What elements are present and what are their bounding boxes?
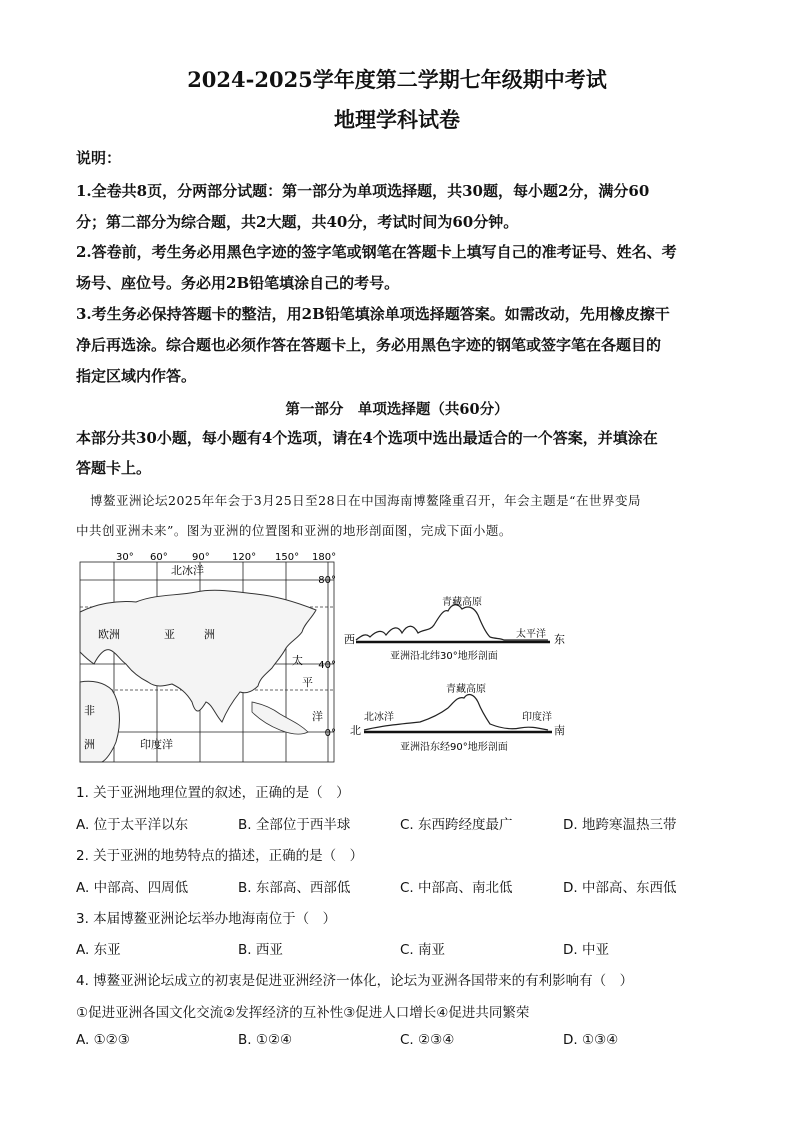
instruction-line: 2.答卷前，考生务必用黑色字迹的签字笔或钢笔在答题卡上填写自己的准考证号、姓名、考 [76, 243, 677, 261]
profile1-peak: 青藏高原 [442, 597, 482, 608]
option-c: C. 南亚 [400, 942, 446, 958]
lat-label: 80° [318, 575, 336, 586]
map-label-arctic: 北冰洋 [171, 564, 204, 577]
exam-subtitle: 地理学科试卷 [334, 107, 460, 132]
option-b: B. ①②④ [238, 1032, 293, 1048]
option-b: B. 全部位于西半球 [238, 817, 351, 833]
asia-location-map [76, 552, 340, 766]
profile2-caption: 亚洲沿东经90°地形剖面 [400, 742, 508, 753]
option-d: D. 地跨寒温热三带 [563, 817, 677, 833]
map-label-asia: 亚 [164, 628, 175, 641]
map-label-indian-ocean: 印度洋 [140, 738, 173, 751]
profile-90e [340, 680, 572, 754]
profile2-north: 北 [350, 724, 361, 737]
lon-label: 180° [312, 552, 337, 563]
option-b: B. 西亚 [238, 942, 283, 958]
instruction-line: 分；第二部分为综合题，共2大题，共40分，考试时间为60分钟。 [76, 213, 519, 231]
option-d: D. 中亚 [563, 942, 609, 958]
map-label-pacific: 太 [292, 654, 303, 667]
instructions-heading: 说明： [76, 149, 122, 167]
question-stem: 2. 关于亚洲的地势特点的描述，正确的是（ ） [76, 848, 364, 864]
option-d: D. ①③④ [563, 1032, 619, 1048]
question-stem: 4. 博鳌亚洲论坛成立的初衷是促进亚洲经济一体化，论坛为亚洲各国带来的有利影响有（ ） [76, 973, 634, 989]
instruction-line: 场号、座位号。务必用2B铅笔填涂自己的考号。 [76, 274, 400, 292]
instruction-line: 3.考生务必保持答题卡的整洁，用2B铅笔填涂单项选择题答案。如需改动，先用橡皮擦干 [76, 305, 670, 323]
section-title: 第一部分 单项选择题（共60分） [285, 401, 509, 418]
profile1-east: 东 [554, 633, 565, 646]
profile1-caption: 亚洲沿北纬30°地形剖面 [390, 651, 498, 662]
profile1-ocean: 太平洋 [516, 629, 546, 640]
profile2-ocean-north: 北冰洋 [364, 712, 394, 723]
lat-label: 40° [318, 660, 336, 671]
instruction-line: 1.全卷共8页，分两部分试题：第一部分为单项选择题，共30题，每小题2分，满分60 [76, 182, 650, 200]
map-label-africa: 非 [84, 704, 95, 717]
lon-label: 60° [150, 552, 168, 563]
option-a: A. 东亚 [76, 942, 121, 958]
question-stem: 1. 关于亚洲地理位置的叙述，正确的是（ ） [76, 785, 350, 801]
map-label-asia: 洲 [204, 628, 215, 641]
option-c: C. 中部高、南北低 [400, 880, 513, 896]
lat-label: 0° [324, 728, 336, 739]
lon-label: 90° [192, 552, 210, 563]
instruction-line: 指定区域内作答。 [76, 367, 197, 385]
option-c: C. 东西跨经度最广 [400, 817, 513, 833]
option-d: D. 中部高、东西低 [563, 880, 677, 896]
passage-line: 博鳌亚洲论坛2025年年会于3月25日至28日在中国海南博鳌隆重召开，年会主题是“在世界变局 [90, 493, 641, 508]
option-a: A. ①②③ [76, 1032, 130, 1048]
section-desc: 本部分共30小题，每小题有4个选项，请在4个选项中选出最适合的一个答案，并填涂在 [76, 429, 658, 447]
question-extra: ①促进亚洲各国文化交流②发挥经济的互补性③促进人口增长④促进共同繁荣 [76, 1005, 530, 1021]
passage-line: 中共创亚洲未来”。图为亚洲的位置图和亚洲的地形剖面图，完成下面小题。 [76, 523, 512, 538]
profile2-peak: 青藏高原 [446, 684, 486, 695]
section-desc: 答题卡上。 [76, 459, 152, 477]
profile2-ocean-south: 印度洋 [522, 712, 552, 723]
instruction-line: 净后再选涂。综合题也必须作答在答题卡上，务必用黑色字迹的钢笔或签字笔在各题目的 [76, 336, 662, 354]
lon-label: 30° [116, 552, 134, 563]
question-stem: 3. 本届博鳌亚洲论坛举办地海南位于（ ） [76, 911, 337, 927]
lon-label: 120° [232, 552, 257, 563]
profile2-south: 南 [554, 724, 565, 737]
exam-title: 2024-2025学年度第二学期七年级期中考试 [187, 67, 607, 92]
map-label-europe: 欧洲 [98, 628, 120, 641]
option-c: C. ②③④ [400, 1032, 455, 1048]
map-label-pacific: 洋 [312, 710, 323, 723]
map-label-pacific: 平 [302, 676, 313, 689]
option-a: A. 中部高、四周低 [76, 880, 189, 896]
profile1-west: 西 [344, 633, 355, 646]
map-label-africa: 洲 [84, 738, 95, 751]
profile-30n [340, 595, 572, 665]
option-a: A. 位于太平洋以东 [76, 817, 189, 833]
lon-label: 150° [275, 552, 300, 563]
option-b: B. 东部高、西部低 [238, 880, 351, 896]
